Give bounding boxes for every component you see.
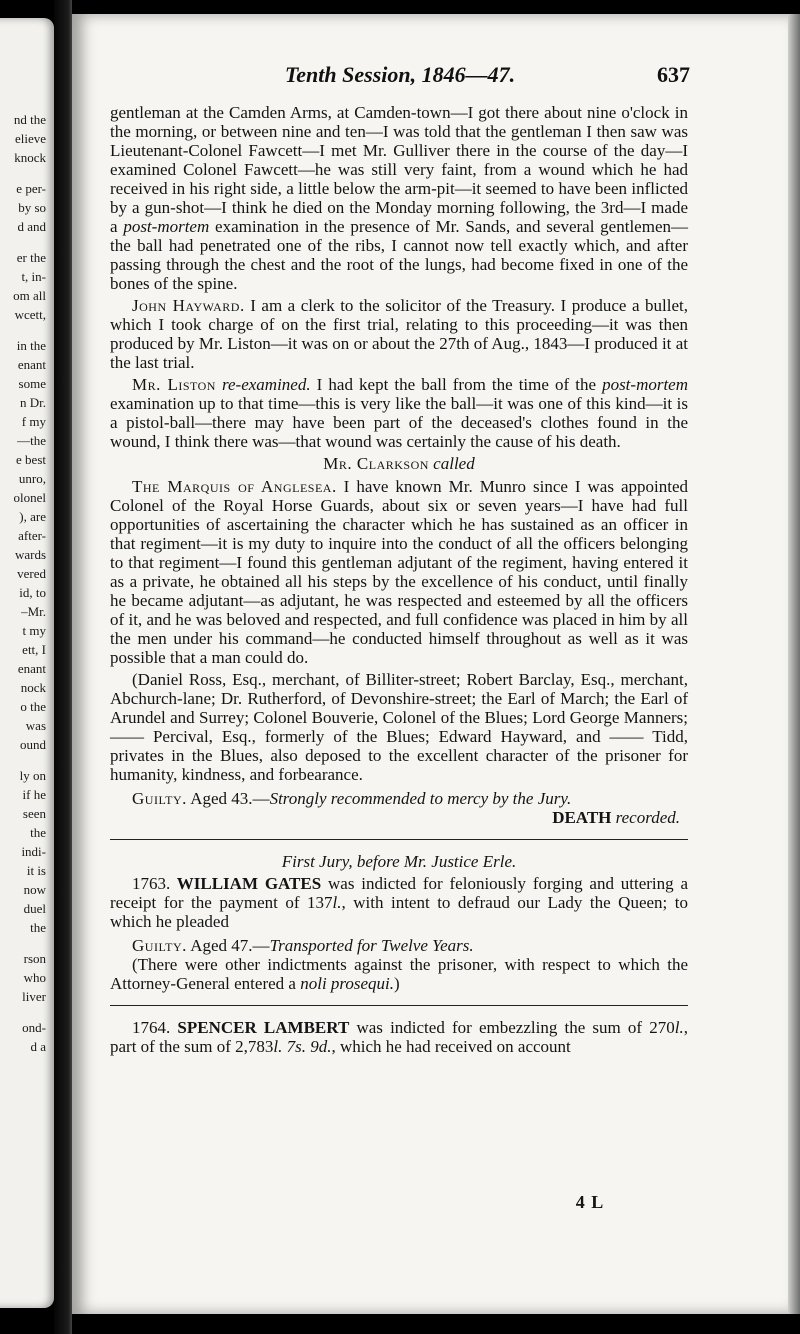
text-column [110, 103, 688, 1059]
witness-name: John Hayward. [132, 296, 245, 315]
left-page-line: nd the [13, 112, 46, 127]
page-header [110, 62, 690, 92]
left-page-line: was [25, 718, 46, 733]
left-page-line: the [30, 920, 46, 935]
left-page-line: knock [14, 150, 46, 165]
case-1763: 1763. WILLIAM GATES was indicted for feloniously forging and uttering a receipt for the payment of 137l., with intent to defraud our Lady the Queen; to which he pleaded [110, 874, 689, 931]
left-page-line: rson [23, 951, 46, 966]
left-page-line: ond- [22, 1020, 46, 1035]
left-page-line: enant [17, 357, 46, 372]
left-page-line: om all [13, 288, 46, 303]
witness-called: Mr. Clarkson called [323, 454, 475, 473]
left-page-line: ett, I [22, 642, 46, 657]
left-page-line: e best [16, 452, 46, 467]
left-page-fragment [0, 18, 54, 1308]
paragraph-surgeon-testimony: gentleman at the Camden Arms, at Camden-town—I got there about nine o'clock in the morning, or between nine and ten—I was told that the gentleman I then saw was Lieutenant-Colonel Fawcett—I met Mr. Gulliver there in the course of the day—I examined Colonel Fawcett—he was still very faint, from a wound which he had received in his right side, a little below the arm-pit—it seemed to have been inflicted by a gun-shot—I think he died on the Monday morning following, the 3rd—I made a post-mortem examination in the presence of Mr. Sands, and several gentlemen—the ball had penetrated one of the ribs, I cannot now tell exactly which, and after passing through the chest and the root of the lungs, had become fixed in one of the bones of the spine. [110, 103, 688, 293]
paragraph-character-witnesses: (Daniel Ross, Esq., merchant, of Billiter-street; Robert Barclay, Esq., merchant, Abchurch-lane; Dr. Rutherford, of Devonshire-street; the Earl of March; the Earl of Arundel and Surrey; Colonel Bouverie, Colonel of the Blues; Lord George Manners; —— Percival, Esq., formerly of the Blues; Edward Hayward, and —— Tidd, privates in the Blues, also deposed to the excellent character of the prisoner for humanity, kindness, and forbearance. [110, 670, 688, 784]
left-page-line: wards [14, 547, 46, 562]
paragraph-anglesea: The Marquis of Anglesea. I have known Mr. Munro since I was appointed Colonel of the Royal Horse Guards, about six or seven years—I have had full opportunities of ascertaining the character which he has sustained as an officer in that regiment—it is my duty to inquire into the conduct of all the officers belonging to that regiment—I found this gentleman adjutant of the regiment, having entered it as a private, he obtained all his steps by the excellence of his conduct, until finally he became adjutant—as adjutant, he was respected and esteemed by all the officers of it, and he was beloved and respected, and full confidence was placed in him by all the men under his command—he conducted himself throughout as well as it was possible that a man could do. [110, 477, 688, 667]
left-page-line: olonel [13, 490, 46, 505]
left-page-line: unro, [18, 471, 46, 486]
section-divider [110, 839, 688, 840]
left-page-line: t, in- [21, 269, 46, 284]
left-page-line: nock [20, 680, 46, 695]
left-page-line: if he [22, 787, 46, 802]
witness-name: The Marquis of Anglesea. [132, 477, 337, 496]
signature-mark: 4 L [575, 1192, 605, 1212]
witness-name: Mr. Liston [132, 375, 216, 394]
left-page-line: n Dr. [20, 395, 46, 410]
left-page-line: ), are [19, 509, 46, 524]
left-page-line: er the [16, 250, 46, 265]
left-page-line: seen [22, 806, 46, 821]
left-page-line: ly on [19, 768, 46, 783]
left-page-line: in the [16, 338, 46, 353]
section-divider [110, 1005, 688, 1006]
case-1764: 1764. SPENCER LAMBERT was indicted for embezzling the sum of 270l., part of the sum of 2,783l. 7s. 9d., which he had received on account [110, 1018, 688, 1056]
paragraph-liston: Mr. Liston re-examined. I had kept the ball from the time of the post-mortem examination up to that time—this is very like the ball—it was one of this kind—it is a pistol-ball—there may have been part of the deceased's clothes found in the wound, I think there was—that wound was certainly the cause of his death. [110, 375, 689, 451]
page-number: 637 [657, 62, 690, 87]
left-page-line: vered [17, 566, 46, 581]
scan-border-top [72, 0, 800, 14]
left-page-line: e per- [16, 181, 46, 196]
left-page-line: id, to [19, 585, 46, 600]
paragraph-other-indictments: (There were other indictments against the prisoner, with respect to which the Attorney-General entered a noli prosequi.) [110, 955, 688, 993]
verdict-line-1763: Guilty. Aged 47.—Transported for Twelve Years. [132, 936, 474, 955]
verdict-line: Guilty. Aged 43.—Strongly recommended to mercy by the Jury. [132, 789, 572, 808]
left-page-line: ound [20, 737, 46, 752]
jury-heading: First Jury, before Mr. Justice Erle. [281, 852, 517, 871]
left-page-line: by so [18, 200, 46, 215]
left-page-line: who [23, 970, 46, 985]
running-head: Tenth Session, 1846—47. [284, 62, 516, 87]
sentence-line: DEATH recorded. [552, 808, 680, 827]
left-page-line: some [18, 376, 46, 391]
left-page-line: elieve [14, 131, 46, 146]
left-page-line: now [23, 882, 46, 897]
left-page-line: d and [17, 219, 46, 234]
left-page-line: after- [18, 528, 46, 543]
left-page-line: indi- [21, 844, 46, 859]
left-page-line: wcett, [14, 307, 46, 322]
paragraph-hayward: John Hayward. I am a clerk to the solicitor of the Treasury. I produce a bullet, which I took charge of on the first trial, relating to this proceeding—it was then produced by Mr. Liston—it was on or about the 27th of Aug., 1843—I produced it at the last trial. [110, 296, 688, 372]
left-page-line: duel [23, 901, 46, 916]
left-page-line: –Mr. [21, 604, 46, 619]
page-edge [788, 14, 800, 1314]
scan-border-bottom [72, 1314, 800, 1334]
left-page-line: o the [20, 699, 46, 714]
left-page-line: f my [21, 414, 46, 429]
left-page-line: liver [22, 989, 46, 1004]
left-page-line: —the [17, 433, 46, 448]
left-page-line: enant [17, 661, 46, 676]
left-page-line: the [30, 825, 46, 840]
left-page-line: it is [26, 863, 46, 878]
left-page-line: d a [30, 1039, 46, 1054]
left-page-line: t my [22, 623, 46, 638]
